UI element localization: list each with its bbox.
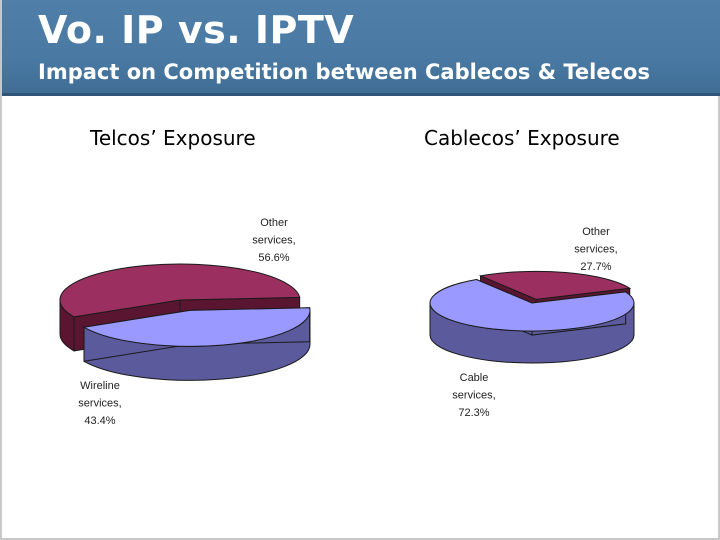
- pie-data-label: Wireline services, 43.4%: [78, 380, 122, 427]
- pie-data-label: Cable services, 72.3%: [452, 372, 496, 419]
- pie-chart-0: [60, 217, 310, 427]
- pie-chart-1: [430, 226, 634, 419]
- pie-charts: [2, 0, 720, 540]
- telcos-chart-title: Telcos’ Exposure: [90, 126, 256, 150]
- slide-title: Vo. IP vs. IPTV: [38, 8, 355, 52]
- pie-data-label: Other services, 56.6%: [252, 217, 296, 264]
- cablecos-chart-title: Cablecos’ Exposure: [424, 126, 620, 150]
- pie-data-label: Other services, 27.7%: [574, 226, 618, 273]
- slide-subtitle: Impact on Competition between Cablecos & Telecos: [38, 60, 650, 84]
